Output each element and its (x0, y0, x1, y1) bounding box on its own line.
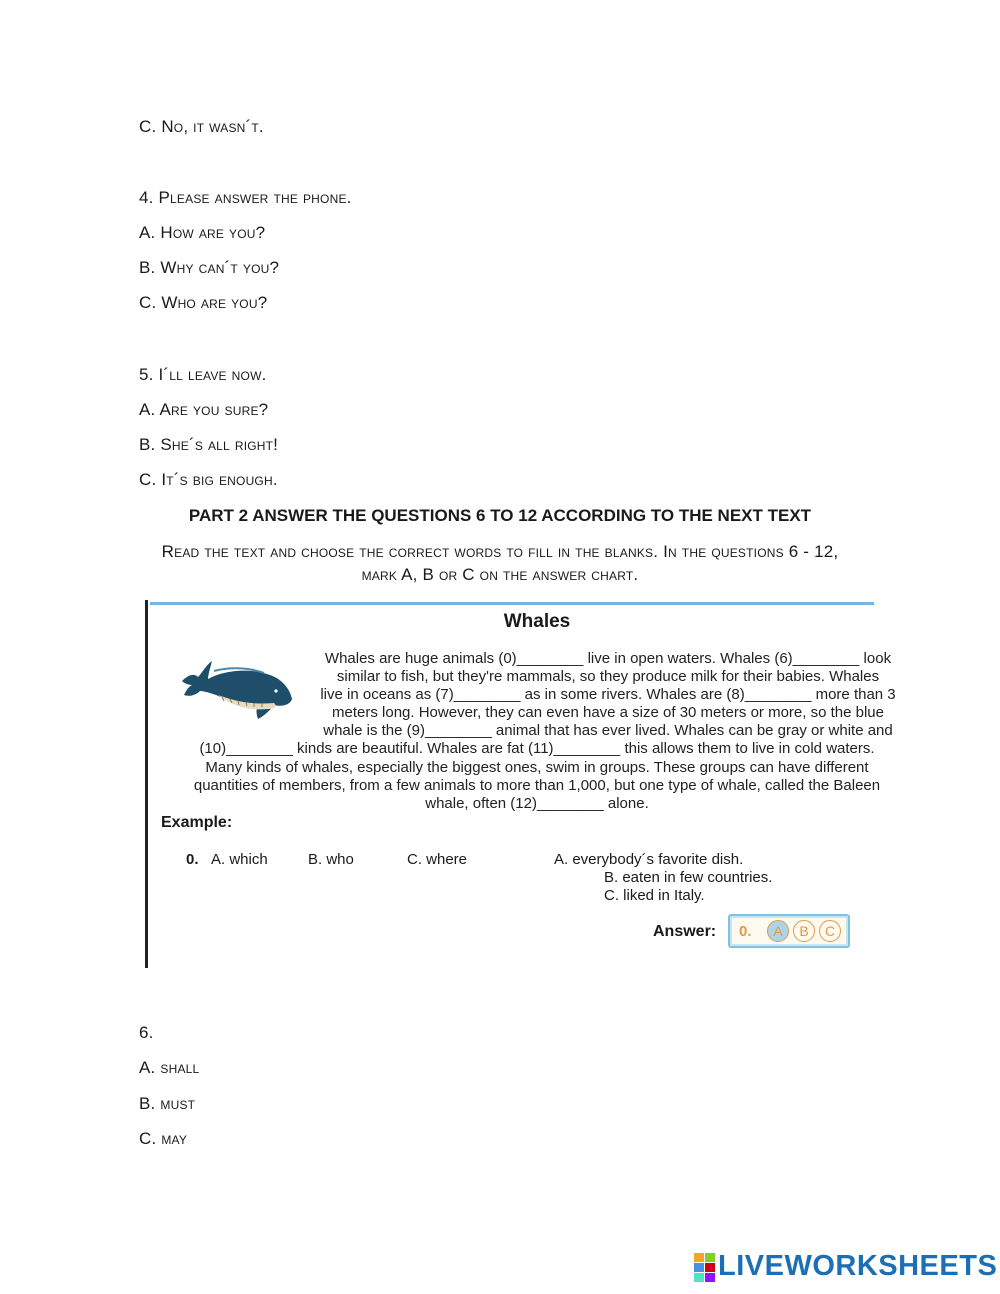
part2-instructions (150, 540, 850, 586)
example-alt-a: A. everybody´s favorite dish. (554, 851, 744, 868)
q5-option-c[interactable]: C. It´s big enough. (139, 470, 278, 489)
q4-option-a[interactable]: A. How are you? (139, 223, 266, 242)
example-option-c: C. where (407, 851, 468, 868)
liveworksheets-logo: LIVEWORKSHEETS (718, 1250, 998, 1282)
answer-number: 0. (739, 923, 752, 940)
figure-title: Whales (503, 611, 571, 632)
passage-line: (10)________ kinds are beautiful. Whales are fat (11)________ this allows them to live in cold waters. (199, 740, 875, 757)
q6-option-b[interactable]: B. must (139, 1094, 196, 1113)
passage-line: whale, often (12)________ alone. (425, 795, 649, 812)
passage-line: whale is the (9)________ animal that has ever lived. Whales can be gray or white and (323, 722, 893, 739)
q6-option-a[interactable]: A. shall (139, 1058, 200, 1077)
passage-line: meters long. However, they can even have a size of 30 meters or more, so the blue (332, 704, 884, 721)
passage-line: Whales are huge animals (0)________ live in open waters. Whales (6)________ look (324, 650, 892, 667)
q4-prompt: 4. Please answer the phone. (139, 188, 352, 207)
q5-option-a[interactable]: A. Are you sure? (139, 400, 269, 419)
q3-option-c[interactable]: C. No, it wasn´t. (139, 117, 264, 136)
answer-bubble-a: A (767, 920, 789, 942)
answer-label: Answer: (653, 923, 717, 940)
liveworksheets-logo-icon (694, 1253, 716, 1283)
part2-heading: PART 2 ANSWER THE QUESTIONS 6 TO 12 ACCORDING TO THE NEXT TEXT (188, 506, 812, 525)
example-alt-c: C. liked in Italy. (604, 887, 705, 904)
q4-option-c[interactable]: C. Who are you? (139, 293, 268, 312)
passage-line: similar to fish, but they're mammals, so they produce milk for their babies. Whales (336, 668, 880, 685)
passage-line: live in oceans as (7)________ as in some rivers. Whales are (8)________ more than 3 (320, 686, 896, 703)
figure-top-rule (150, 602, 874, 605)
answer-bubble-c: C (819, 920, 841, 942)
example-option-a: A. which (211, 851, 268, 868)
passage-line: quantities of members, from a few animals to more than 1,000, but one type of whale, called the Baleen (193, 777, 881, 794)
q5-prompt: 5. I´ll leave now. (139, 365, 267, 384)
instruction-line-1: Read the text and choose the correct words to fill in the blanks. In the questions 6 - 12, (161, 542, 839, 561)
q6-option-c[interactable]: C. may (139, 1129, 188, 1148)
example-label: Example: (161, 814, 233, 831)
instruction-line-2: mark A, B or C on the answer chart. (361, 565, 639, 584)
q4-option-b[interactable]: B. Why can´t you? (139, 258, 280, 277)
figure-left-border (145, 600, 148, 968)
example-option-b: B. who (308, 851, 354, 868)
answer-chart-example (728, 914, 850, 948)
example-number: 0. (186, 851, 199, 868)
whale-illustration (178, 655, 296, 721)
answer-bubble-b: B (793, 920, 815, 942)
passage-line: Many kinds of whales, especially the biggest ones, swim in groups. These groups can have different (205, 759, 869, 776)
example-alt-b: B. eaten in few countries. (604, 869, 773, 886)
q5-option-b[interactable]: B. She´s all right! (139, 435, 279, 454)
q6-prompt: 6. (139, 1023, 154, 1042)
